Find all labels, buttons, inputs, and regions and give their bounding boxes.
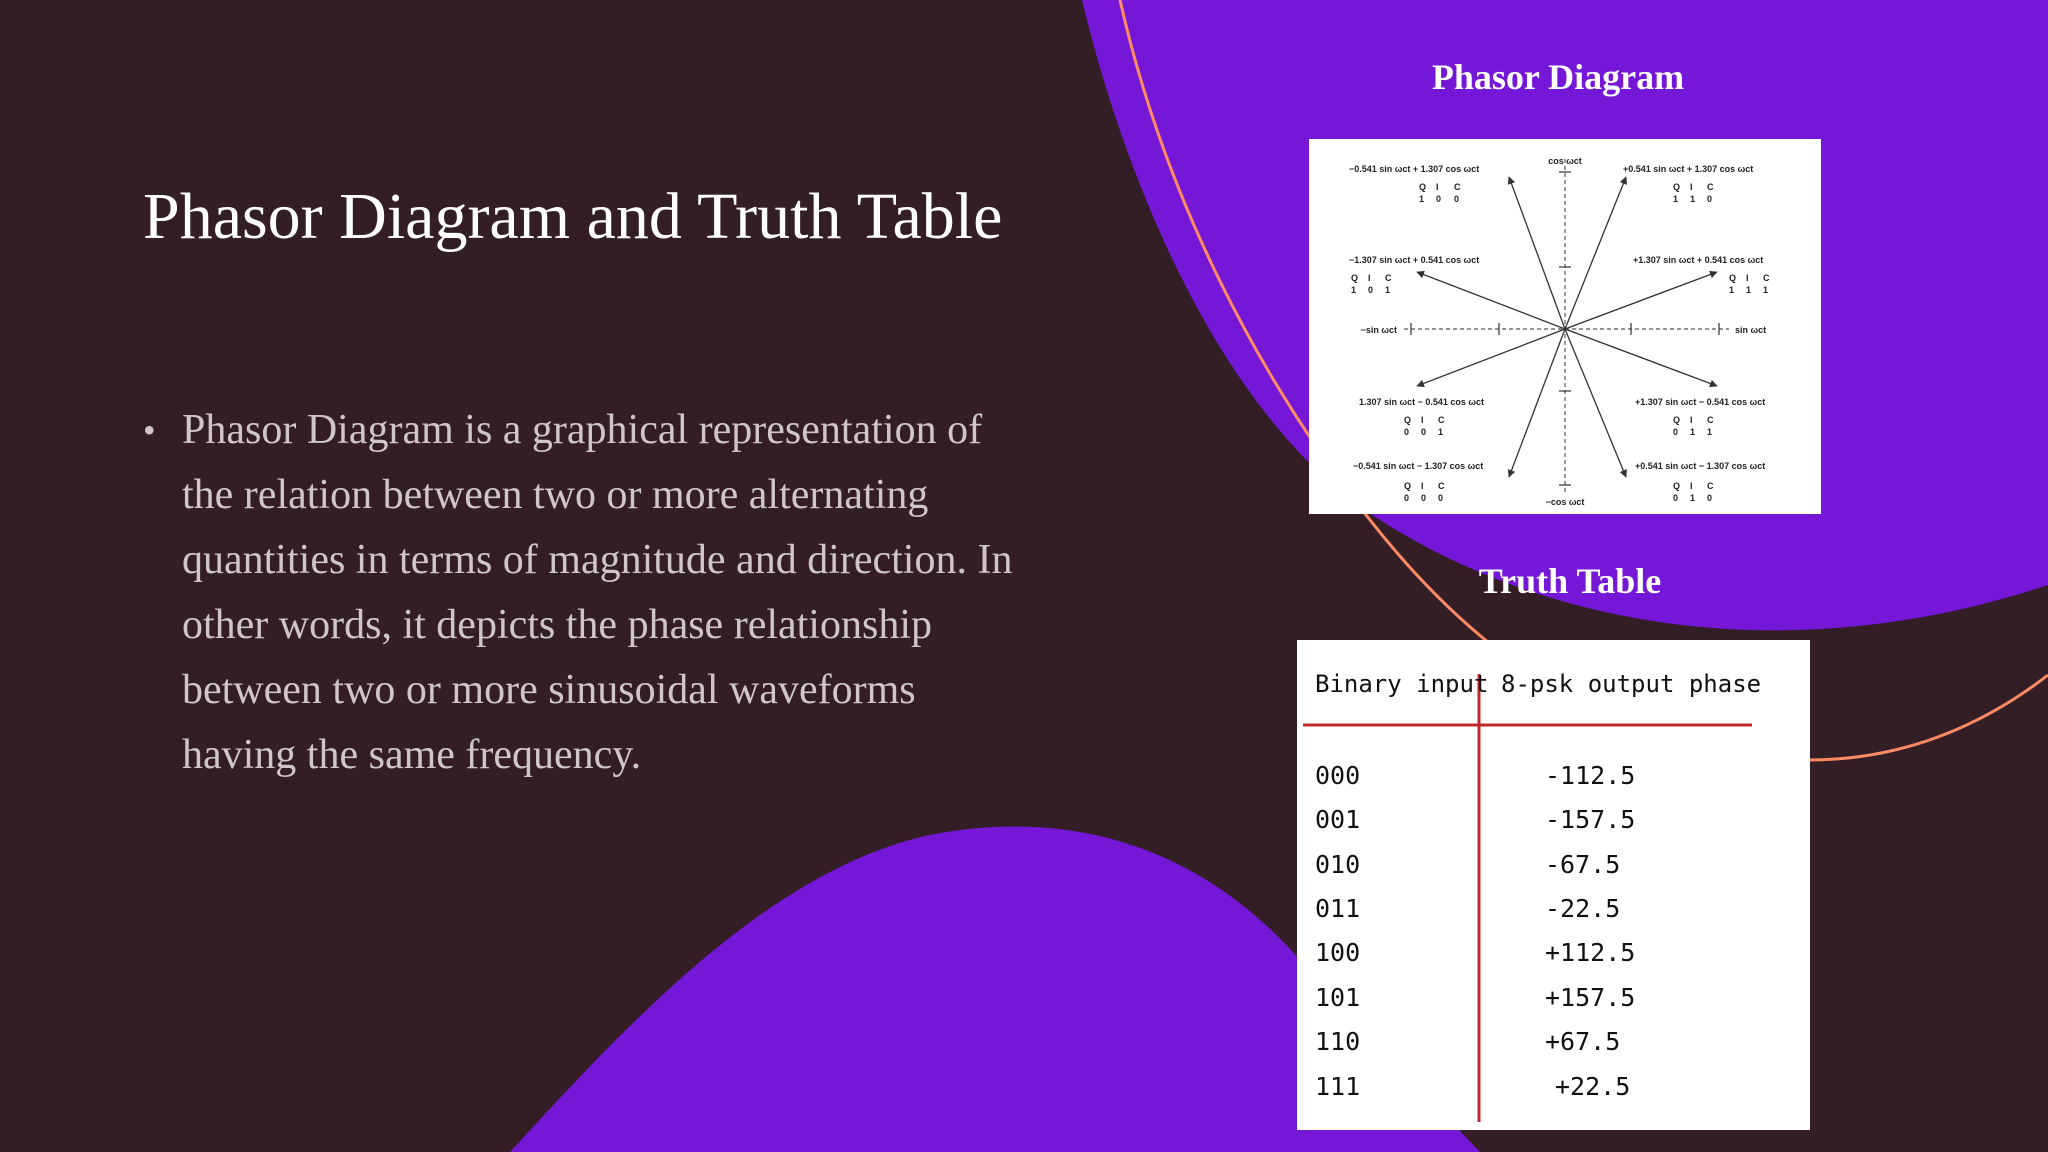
point-expr: +0.541 sin ωct − 1.307 cos ωct <box>1635 461 1766 471</box>
row-output: +22.5 <box>1555 1072 1631 1101</box>
point-expr: −0.541 sin ωct + 1.307 cos ωct <box>1349 164 1480 174</box>
q-header: Q <box>1419 182 1427 192</box>
q-value: 1 <box>1729 285 1735 295</box>
row-output: +112.5 <box>1545 938 1636 967</box>
axis-label-right: sin ωct <box>1735 325 1767 335</box>
c-value: 1 <box>1763 285 1769 295</box>
q-value: 1 <box>1673 194 1679 204</box>
c-header: C <box>1707 415 1714 425</box>
row-input: 011 <box>1315 894 1361 923</box>
row-input: 001 <box>1315 805 1361 834</box>
i-value: 1 <box>1746 285 1752 295</box>
vector-q0-i0-c1 <box>1417 329 1565 386</box>
vector-q0-i1-c0 <box>1565 329 1626 477</box>
axis-label-left: −sin ωct <box>1360 325 1397 335</box>
point-expr: −0.541 sin ωct − 1.307 cos ωct <box>1353 461 1484 471</box>
row-input: 110 <box>1315 1027 1361 1056</box>
i-value: 1 <box>1690 194 1696 204</box>
i-value: 1 <box>1690 493 1696 503</box>
i-header: I <box>1690 481 1693 491</box>
c-header: C <box>1763 273 1770 283</box>
c-value: 1 <box>1438 427 1444 437</box>
i-value: 1 <box>1690 427 1696 437</box>
c-value: 0 <box>1454 194 1460 204</box>
c-value: 0 <box>1438 493 1444 503</box>
q-header: Q <box>1673 415 1681 425</box>
vector-q1-i0-c0 <box>1509 177 1565 329</box>
point-expr: +0.541 sin ωct + 1.307 cos ωct <box>1623 164 1754 174</box>
i-header: I <box>1421 415 1424 425</box>
row-output: -112.5 <box>1545 761 1636 790</box>
bullet-item: • Phasor Diagram is a graphical representation of the relation between two or more alternating quantities in terms of magnitude and direction. In other words, it depicts the phase relationship between two or more sinusoidal waveforms having the same frequency. <box>143 398 1023 788</box>
header-binary-input: Binary input <box>1315 670 1489 698</box>
point-expr: +1.307 sin ωct − 0.541 cos ωct <box>1635 397 1766 407</box>
point-expr: 1.307 sin ωct − 0.541 cos ωct <box>1359 397 1485 407</box>
row-input: 111 <box>1315 1072 1361 1101</box>
i-header: I <box>1368 273 1371 283</box>
row-input: 101 <box>1315 983 1361 1012</box>
bullet-list <box>143 398 1023 788</box>
q-value: 0 <box>1673 427 1679 437</box>
c-header: C <box>1438 415 1445 425</box>
i-value: 0 <box>1421 427 1427 437</box>
row-output: -22.5 <box>1545 894 1621 923</box>
phasor-caption: Phasor Diagram <box>1431 57 1685 97</box>
i-header: I <box>1690 415 1693 425</box>
c-value: 0 <box>1707 493 1713 503</box>
truth-table <box>1297 640 1810 1130</box>
q-value: 0 <box>1404 493 1410 503</box>
q-header: Q <box>1404 481 1412 491</box>
q-header: Q <box>1673 481 1681 491</box>
q-header: Q <box>1351 273 1359 283</box>
i-header: I <box>1436 182 1439 192</box>
c-header: C <box>1707 182 1714 192</box>
q-value: 1 <box>1419 194 1425 204</box>
i-value: 0 <box>1368 285 1374 295</box>
row-input: 010 <box>1315 850 1361 879</box>
c-value: 0 <box>1707 194 1713 204</box>
truth-table-rules <box>1297 640 1810 1130</box>
header-output-phase: 8-psk output phase <box>1501 670 1762 698</box>
axis-label-bottom: −cos ωct <box>1545 497 1585 507</box>
c-header: C <box>1707 481 1714 491</box>
c-header: C <box>1454 182 1461 192</box>
i-value: 0 <box>1436 194 1442 204</box>
q-header: Q <box>1673 182 1681 192</box>
row-input: 000 <box>1315 761 1361 790</box>
c-value: 1 <box>1707 427 1713 437</box>
phasor-svg <box>1309 139 1821 514</box>
row-output: +157.5 <box>1545 983 1636 1012</box>
c-header: C <box>1438 481 1445 491</box>
vector-q0-i1-c1 <box>1565 329 1717 386</box>
q-value: 0 <box>1673 493 1679 503</box>
c-header: C <box>1385 273 1392 283</box>
i-header: I <box>1421 481 1424 491</box>
vector-q1-i0-c1 <box>1417 272 1565 329</box>
point-expr: −1.307 sin ωct + 0.541 cos ωct <box>1349 255 1480 265</box>
row-input: 100 <box>1315 938 1361 967</box>
row-output: -67.5 <box>1545 850 1621 879</box>
phasor-diagram <box>1309 139 1821 514</box>
axis-label-top: cos ωct <box>1548 156 1582 166</box>
vector-q1-i1-c1 <box>1565 272 1717 329</box>
i-header: I <box>1690 182 1693 192</box>
vector-q0-i0-c0 <box>1509 329 1565 477</box>
q-header: Q <box>1729 273 1737 283</box>
row-output: +67.5 <box>1545 1027 1621 1056</box>
q-value: 1 <box>1351 285 1357 295</box>
vector-q1-i1-c0 <box>1565 177 1626 329</box>
truth-table-caption: Truth Table <box>1478 561 1662 601</box>
i-header: I <box>1746 273 1749 283</box>
q-value: 0 <box>1404 427 1410 437</box>
point-expr: +1.307 sin ωct + 0.541 cos ωct <box>1633 255 1764 265</box>
c-value: 1 <box>1385 285 1391 295</box>
row-output: -157.5 <box>1545 805 1636 834</box>
slide-title: Phasor Diagram and Truth Table <box>143 180 1003 253</box>
q-header: Q <box>1404 415 1412 425</box>
i-value: 0 <box>1421 493 1427 503</box>
